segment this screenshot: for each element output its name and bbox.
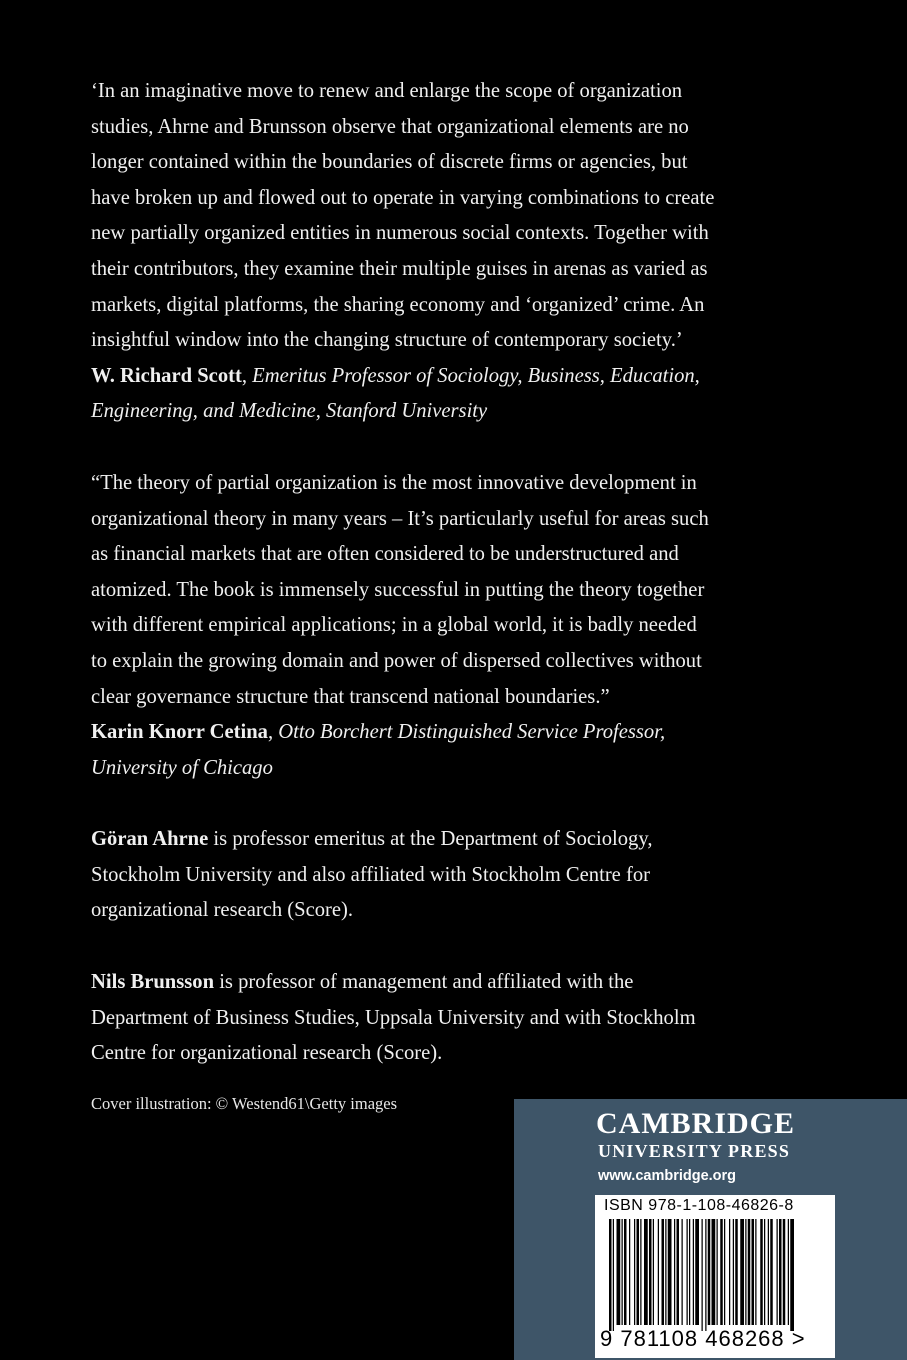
quote-line: new partially organized entities in numerous social contexts. Together with — [91, 222, 709, 245]
barcode-digits: 9 781108 468268 > — [600, 1326, 806, 1351]
quote-author: W. Richard Scott — [91, 364, 242, 387]
barcode-bar — [748, 1219, 751, 1325]
bio-line: organizational research (Score). — [91, 899, 354, 922]
barcode-bar — [790, 1219, 794, 1331]
quote-line: “The theory of partial organization is the most innovative development in — [91, 471, 697, 494]
quote-line: to explain the growing domain and power of dispersed collectives without — [91, 649, 702, 672]
bio-line: Department of Business Studies, Uppsala University and with Stockholm — [91, 1006, 696, 1029]
barcode-bar — [687, 1219, 688, 1325]
quote-line: organizational theory in many years – It’s particularly useful for areas such — [91, 507, 709, 530]
barcode-bar — [764, 1219, 765, 1325]
barcode-bar — [682, 1219, 683, 1325]
quote-author-title-cont: Engineering, and Medicine, Stanford University — [91, 400, 488, 423]
barcode-bar — [640, 1219, 641, 1325]
barcode-bar — [777, 1219, 778, 1325]
isbn-label: ISBN 978-1-108-46826-8 — [604, 1197, 794, 1214]
spacer — [91, 786, 791, 822]
barcode-bar — [760, 1219, 763, 1325]
publisher-name: CAMBRIDGE — [596, 1107, 796, 1140]
quote-line: with different empirical applications; in a global world, it is badly needed — [91, 614, 697, 637]
barcode-bar — [702, 1219, 703, 1331]
quote-line: studies, Ahrne and Brunsson observe that organizational elements are no — [91, 115, 689, 138]
author-bio-2 — [91, 965, 791, 1072]
quote-attribution-cont — [91, 394, 791, 430]
barcode-bar — [668, 1219, 672, 1325]
bio-line — [91, 822, 791, 858]
bio-name: Göran Ahrne — [91, 828, 209, 851]
barcode-bar — [708, 1219, 711, 1325]
bio-text: is professor emeritus at the Department of Sociology, — [208, 828, 653, 851]
barcode-bar — [644, 1219, 648, 1325]
quote-line: atomized. The book is immensely successful in putting the theory together — [91, 578, 705, 601]
barcode-bar — [783, 1219, 786, 1325]
barcode-bar — [695, 1219, 699, 1325]
praise-quote-2 — [91, 466, 791, 786]
barcode-bar — [677, 1219, 680, 1325]
praise-quote-1 — [91, 74, 791, 430]
barcode-bar — [622, 1219, 623, 1325]
quote-author-title: Emeritus Professor of Sociology, Business, Education, — [252, 364, 700, 387]
barcode-bar — [729, 1219, 730, 1325]
quote-line: as financial markets that are often considered to be understructured and — [91, 543, 679, 566]
barcode-bar — [724, 1219, 725, 1325]
barcode-bar — [717, 1219, 718, 1325]
publisher-url: www.cambridge.org — [598, 1168, 737, 1184]
quote-line: longer contained within the boundaries of discrete firms or agencies, but — [91, 151, 688, 174]
quote-line: insightful window into the changing structure of contemporary society.’ — [91, 329, 683, 352]
barcode-bar — [720, 1219, 723, 1325]
barcode-panel — [595, 1195, 835, 1358]
quote-attribution: Karin Knorr Cetina, Otto Borchert Distinguished Service Professor, — [91, 721, 666, 744]
barcode-bar — [629, 1219, 630, 1325]
bio-line: Centre for organizational research (Score). — [91, 1042, 443, 1065]
barcode-bar — [617, 1219, 621, 1325]
barcode-bar — [624, 1219, 627, 1325]
quote-line: clear governance structure that transcend national boundaries.” — [91, 685, 610, 708]
bio-text: is professor of management and affiliated with the — [214, 971, 634, 994]
barcode-bar — [740, 1219, 744, 1325]
barcode-bar — [674, 1219, 675, 1325]
barcode-bar — [693, 1219, 694, 1325]
quote-attribution-cont — [91, 751, 791, 787]
barcode-bar — [613, 1219, 614, 1331]
quote-author-title-cont: University of Chicago — [91, 756, 273, 779]
barcode-bar — [662, 1219, 665, 1325]
barcode-bar — [637, 1219, 640, 1325]
barcode-bar — [745, 1219, 746, 1325]
spacer — [91, 929, 791, 965]
barcode-bar — [653, 1219, 654, 1325]
quote-line: their contributors, they examine their multiple guises in arenas as varied as — [91, 257, 708, 280]
author-bio-1 — [91, 822, 791, 929]
spacer — [91, 430, 791, 466]
barcode-bar — [768, 1219, 769, 1325]
quote-line: have broken up and flowed out to operate in varying combinations to create — [91, 186, 715, 209]
barcode-bar — [609, 1219, 612, 1331]
barcode-bar — [634, 1219, 635, 1325]
barcode-bar — [752, 1219, 755, 1325]
barcode-bar — [788, 1219, 789, 1325]
publisher-subtitle: UNIVERSITY PRESS — [598, 1141, 791, 1161]
quote-line: ‘In an imaginative move to renew and enlarge the scope of organization — [91, 80, 683, 102]
quote-author-title: Otto Borchert Distinguished Service Professor, — [278, 721, 666, 744]
barcode-bar — [735, 1219, 738, 1325]
publisher-panel — [514, 1099, 907, 1360]
barcode-bar — [733, 1219, 734, 1325]
bio-name: Nils Brunsson — [91, 971, 215, 994]
barcode-bar — [779, 1219, 782, 1325]
cover-illustration-credit: Cover illustration: © Westend61\Getty images — [91, 1094, 398, 1113]
quote-author: Karin Knorr Cetina — [91, 721, 268, 744]
barcode-bar — [649, 1219, 652, 1325]
barcode-bar — [705, 1219, 706, 1331]
barcode-bar — [712, 1219, 716, 1325]
back-cover-text — [91, 74, 791, 1072]
barcode-bar — [665, 1219, 666, 1325]
bio-line: Stockholm University and also affiliated with Stockholm Centre for — [91, 863, 650, 886]
barcode-bar — [755, 1219, 756, 1325]
barcode-bar — [689, 1219, 690, 1325]
barcode-bar — [658, 1219, 659, 1325]
barcode-bar — [770, 1219, 773, 1325]
bio-line — [91, 965, 791, 1001]
quote-attribution: W. Richard Scott, Emeritus Professor of Sociology, Business, Education, — [91, 364, 700, 387]
quote-line: markets, digital platforms, the sharing economy and ‘organized’ crime. An — [91, 293, 705, 316]
